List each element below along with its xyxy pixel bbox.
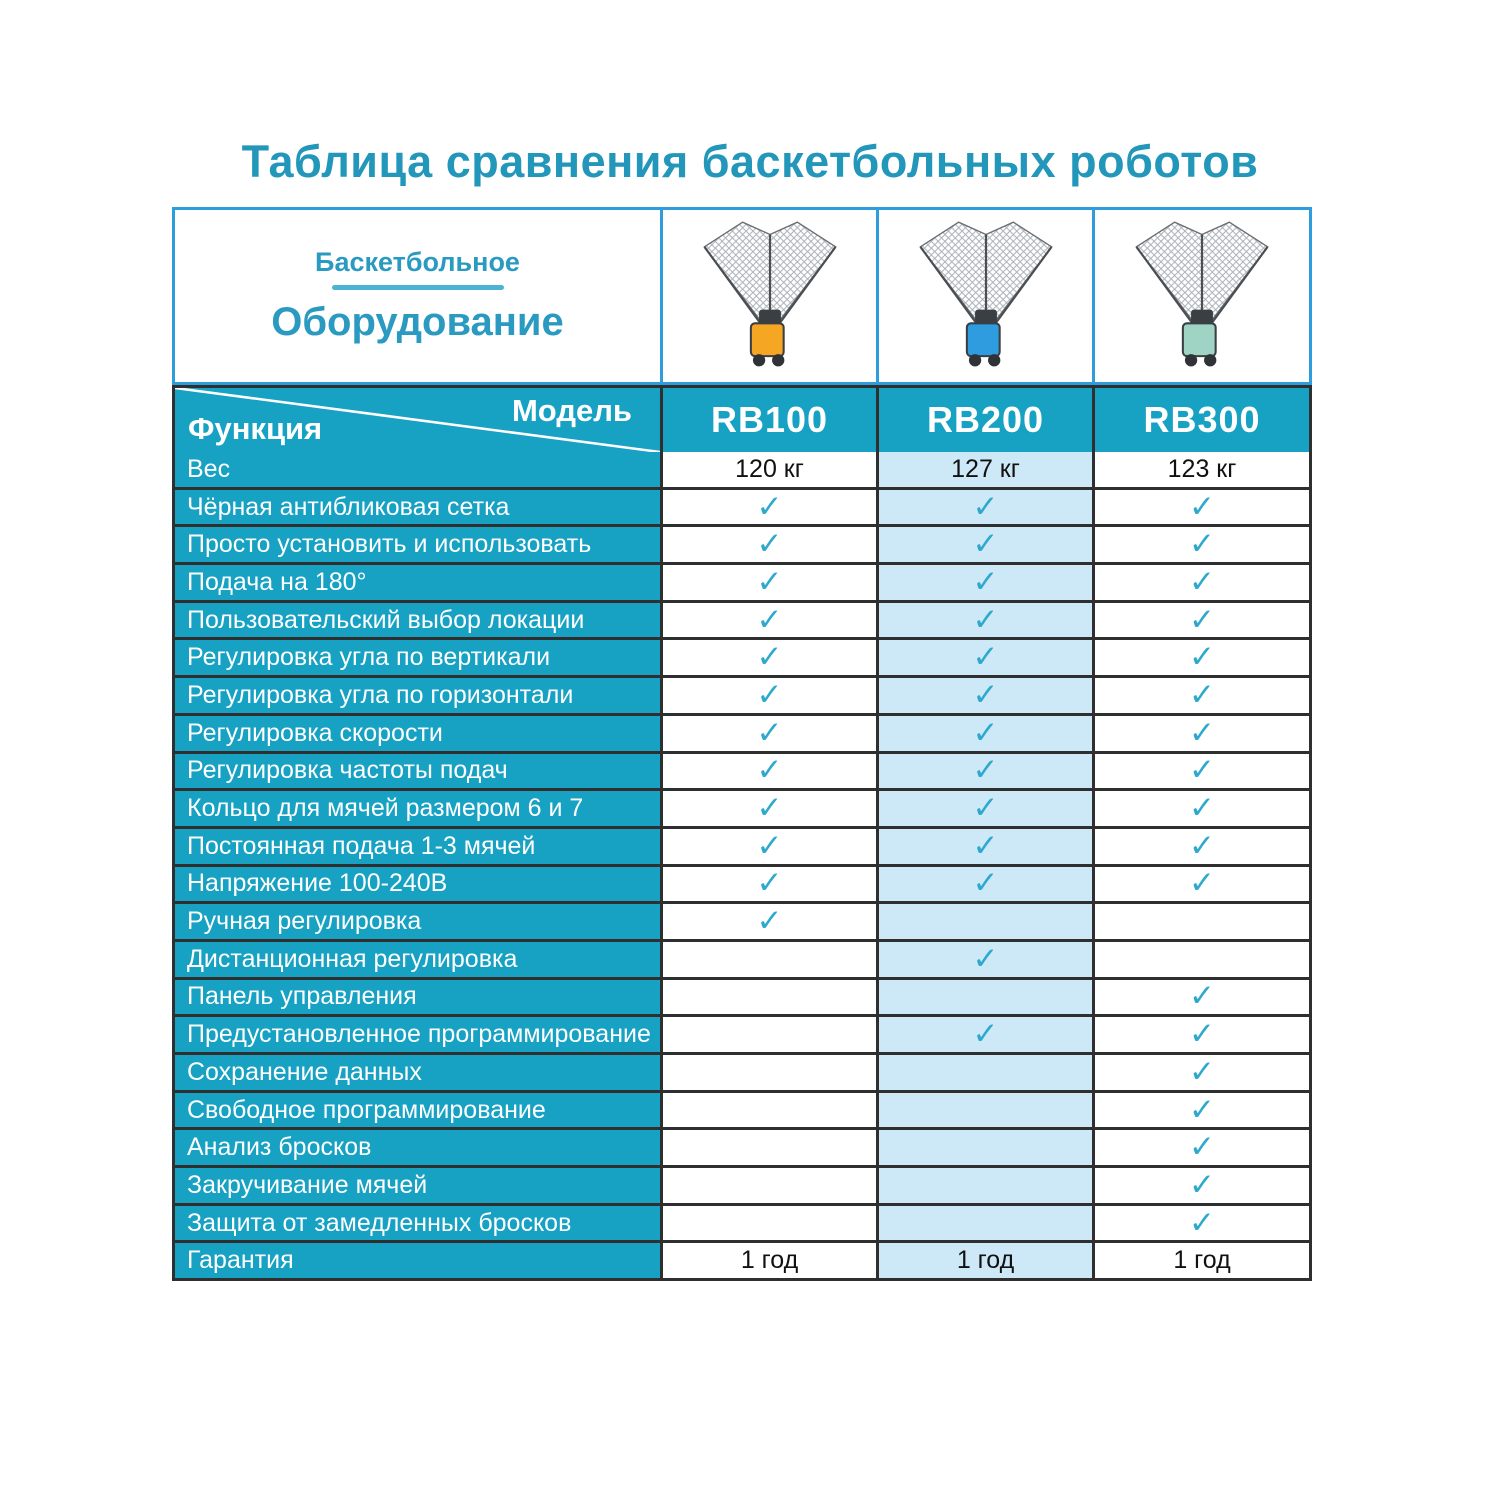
value-cell-rb100	[660, 754, 876, 789]
value-cell-rb200	[876, 603, 1092, 638]
check-icon: ✓	[1189, 639, 1215, 675]
value-cell-rb100	[660, 1243, 876, 1278]
check-icon: ✓	[1189, 488, 1215, 524]
brand-logo-line1: Баскетбольное	[315, 247, 520, 278]
check-icon: ✓	[1189, 1129, 1215, 1165]
feature-label: Дистанционная регулировка	[175, 942, 660, 977]
check-icon: ✓	[756, 488, 783, 524]
table-row	[175, 1203, 1309, 1241]
value-cell-rb300	[1092, 942, 1309, 977]
value-cell-rb300	[1092, 527, 1309, 562]
check-icon: ✓	[756, 752, 783, 788]
product-image-cell-rb100	[660, 210, 876, 382]
value-cell-rb200	[876, 1017, 1092, 1052]
feature-label: Просто установить и использовать	[175, 527, 660, 562]
feature-label: Сохранение данных	[175, 1055, 660, 1090]
table-row	[175, 487, 1309, 525]
model-name-rb200: RB200	[876, 388, 1092, 452]
page-title: Таблица сравнения баскетбольных роботов	[241, 136, 1259, 187]
feature-label: Регулировка угла по горизонтали	[175, 678, 660, 713]
check-icon: ✓	[1189, 827, 1215, 863]
table-row	[175, 826, 1309, 864]
check-icon: ✓	[1189, 601, 1215, 637]
value-cell-rb200	[876, 1093, 1092, 1128]
table-header-row	[172, 207, 1312, 385]
table-row	[175, 1014, 1309, 1052]
feature-label: Закручивание мячей	[175, 1168, 660, 1203]
robot-rb300-image	[1102, 214, 1302, 378]
value-cell-rb100	[660, 640, 876, 675]
table-grid	[172, 385, 1312, 1281]
cell-text: 127 кг	[951, 454, 1020, 483]
feature-label: Регулировка угла по вертикали	[175, 640, 660, 675]
feature-label: Предустановленное программирование	[175, 1017, 660, 1052]
check-icon: ✓	[1189, 526, 1215, 562]
product-image-cell-rb300	[1092, 210, 1309, 382]
check-icon: ✓	[1189, 978, 1215, 1014]
table-row	[175, 675, 1309, 713]
check-icon: ✓	[972, 488, 999, 524]
value-cell-rb200	[876, 1206, 1092, 1241]
model-axis-label: Модель	[511, 393, 632, 428]
check-icon: ✓	[972, 676, 999, 712]
check-icon: ✓	[756, 790, 783, 826]
feature-label: Анализ бросков	[175, 1130, 660, 1165]
check-icon: ✓	[972, 526, 999, 562]
check-icon: ✓	[1189, 714, 1215, 750]
value-cell-rb300	[1092, 1243, 1309, 1278]
table-row	[175, 939, 1309, 977]
value-cell-rb300	[1092, 1093, 1309, 1128]
value-cell-rb100	[660, 490, 876, 525]
robot-rb200-image	[886, 214, 1086, 378]
table-row	[175, 600, 1309, 638]
value-cell-rb100	[660, 829, 876, 864]
value-cell-rb100	[660, 716, 876, 751]
check-icon: ✓	[972, 714, 999, 750]
value-cell-rb300	[1092, 716, 1309, 751]
table-row	[175, 864, 1309, 902]
value-cell-rb200	[876, 867, 1092, 902]
check-icon: ✓	[1189, 676, 1215, 712]
function-model-diagonal-header	[175, 388, 660, 452]
value-cell-rb300	[1092, 490, 1309, 525]
feature-label: Чёрная антибликовая сетка	[175, 490, 660, 525]
value-cell-rb200	[876, 754, 1092, 789]
value-cell-rb300	[1092, 452, 1309, 487]
feature-label: Защита от замедленных бросков	[175, 1206, 660, 1241]
check-icon: ✓	[756, 601, 783, 637]
table-row	[175, 901, 1309, 939]
cell-text: 1 год	[956, 1246, 1015, 1275]
value-cell-rb100	[660, 1168, 876, 1203]
value-cell-rb200	[876, 640, 1092, 675]
value-cell-rb300	[1092, 640, 1309, 675]
product-image-cell-rb200	[876, 210, 1092, 382]
check-icon: ✓	[972, 639, 999, 675]
value-cell-rb300	[1092, 565, 1309, 600]
check-icon: ✓	[972, 865, 999, 901]
check-icon: ✓	[756, 903, 783, 939]
check-icon: ✓	[1189, 865, 1215, 901]
value-cell-rb300	[1092, 791, 1309, 826]
robot-rb100-image	[670, 214, 870, 378]
cell-text: 1 год	[740, 1246, 799, 1275]
value-cell-rb300	[1092, 603, 1309, 638]
feature-label: Подача на 180°	[175, 565, 660, 600]
table-row	[175, 1165, 1309, 1203]
value-cell-rb200	[876, 942, 1092, 977]
feature-label: Постоянная подача 1-3 мячей	[175, 829, 660, 864]
table-row	[175, 1090, 1309, 1128]
value-cell-rb300	[1092, 754, 1309, 789]
value-cell-rb200	[876, 791, 1092, 826]
comparison-table	[172, 207, 1312, 1281]
check-icon: ✓	[756, 639, 783, 675]
check-icon: ✓	[1189, 1091, 1215, 1127]
value-cell-rb300	[1092, 1130, 1309, 1165]
cell-text: 123 кг	[1167, 454, 1237, 483]
model-name-rb100: RB100	[660, 388, 876, 452]
check-icon: ✓	[972, 827, 999, 863]
value-cell-rb300	[1092, 1168, 1309, 1203]
value-cell-rb100	[660, 678, 876, 713]
check-icon: ✓	[1189, 1166, 1215, 1202]
value-cell-rb200	[876, 1243, 1092, 1278]
table-row	[175, 452, 1309, 487]
table-row	[175, 524, 1309, 562]
value-cell-rb300	[1092, 1017, 1309, 1052]
table-row	[175, 977, 1309, 1015]
function-axis-label: Функция	[188, 411, 323, 446]
cell-text: 1 год	[1173, 1246, 1231, 1275]
table-row	[175, 1127, 1309, 1165]
feature-label: Вес	[175, 452, 660, 487]
value-cell-rb200	[876, 678, 1092, 713]
check-icon: ✓	[972, 563, 999, 599]
check-icon: ✓	[972, 601, 999, 637]
brand-logo-line2: Оборудование	[271, 299, 564, 344]
value-cell-rb100	[660, 942, 876, 977]
value-cell-rb200	[876, 716, 1092, 751]
feature-rows	[175, 452, 1309, 1278]
value-cell-rb300	[1092, 1206, 1309, 1241]
feature-label: Кольцо для мячей размером 6 и 7	[175, 791, 660, 826]
value-cell-rb200	[876, 565, 1092, 600]
value-cell-rb300	[1092, 980, 1309, 1015]
table-row	[175, 637, 1309, 675]
value-cell-rb300	[1092, 678, 1309, 713]
feature-label: Свободное программирование	[175, 1093, 660, 1128]
check-icon: ✓	[1189, 1053, 1215, 1089]
value-cell-rb100	[660, 1055, 876, 1090]
value-cell-rb100	[660, 527, 876, 562]
feature-label: Пользовательский выбор локации	[175, 603, 660, 638]
brand-logo-underline	[332, 285, 504, 290]
model-name-rb300: RB300	[1092, 388, 1309, 452]
value-cell-rb200	[876, 1130, 1092, 1165]
check-icon: ✓	[1189, 790, 1215, 826]
value-cell-rb200	[876, 452, 1092, 487]
check-icon: ✓	[756, 676, 783, 712]
value-cell-rb100	[660, 867, 876, 902]
value-cell-rb300	[1092, 1055, 1309, 1090]
value-cell-rb100	[660, 565, 876, 600]
check-icon: ✓	[1189, 752, 1215, 788]
check-icon: ✓	[972, 940, 999, 976]
check-icon: ✓	[1189, 1204, 1215, 1240]
value-cell-rb200	[876, 904, 1092, 939]
table-row	[175, 1240, 1309, 1278]
cell-text: 120 кг	[735, 454, 804, 483]
feature-label: Регулировка скорости	[175, 716, 660, 751]
value-cell-rb300	[1092, 829, 1309, 864]
feature-label: Ручная регулировка	[175, 904, 660, 939]
check-icon: ✓	[972, 752, 999, 788]
value-cell-rb200	[876, 1168, 1092, 1203]
value-cell-rb200	[876, 980, 1092, 1015]
value-cell-rb100	[660, 1206, 876, 1241]
check-icon: ✓	[756, 526, 783, 562]
table-row	[175, 788, 1309, 826]
table-row	[175, 562, 1309, 600]
value-cell-rb300	[1092, 904, 1309, 939]
brand-logo	[175, 210, 660, 382]
feature-label: Регулировка частоты подач	[175, 754, 660, 789]
value-cell-rb100	[660, 1093, 876, 1128]
table-row	[175, 713, 1309, 751]
value-cell-rb100	[660, 1017, 876, 1052]
value-cell-rb100	[660, 452, 876, 487]
table-row	[175, 1052, 1309, 1090]
feature-label: Напряжение 100-240В	[175, 867, 660, 902]
check-icon: ✓	[756, 563, 783, 599]
feature-label: Панель управления	[175, 980, 660, 1015]
value-cell-rb100	[660, 603, 876, 638]
check-icon: ✓	[1189, 1016, 1215, 1052]
value-cell-rb200	[876, 1055, 1092, 1090]
check-icon: ✓	[972, 790, 999, 826]
check-icon: ✓	[972, 1016, 999, 1052]
value-cell-rb200	[876, 829, 1092, 864]
feature-label: Гарантия	[175, 1243, 660, 1278]
check-icon: ✓	[756, 827, 783, 863]
check-icon: ✓	[756, 865, 783, 901]
value-cell-rb300	[1092, 867, 1309, 902]
value-cell-rb200	[876, 490, 1092, 525]
check-icon: ✓	[1189, 563, 1215, 599]
value-cell-rb100	[660, 791, 876, 826]
check-icon: ✓	[756, 714, 783, 750]
table-row	[175, 751, 1309, 789]
value-cell-rb100	[660, 1130, 876, 1165]
model-header-row	[175, 388, 1309, 452]
value-cell-rb100	[660, 980, 876, 1015]
value-cell-rb100	[660, 904, 876, 939]
value-cell-rb200	[876, 527, 1092, 562]
